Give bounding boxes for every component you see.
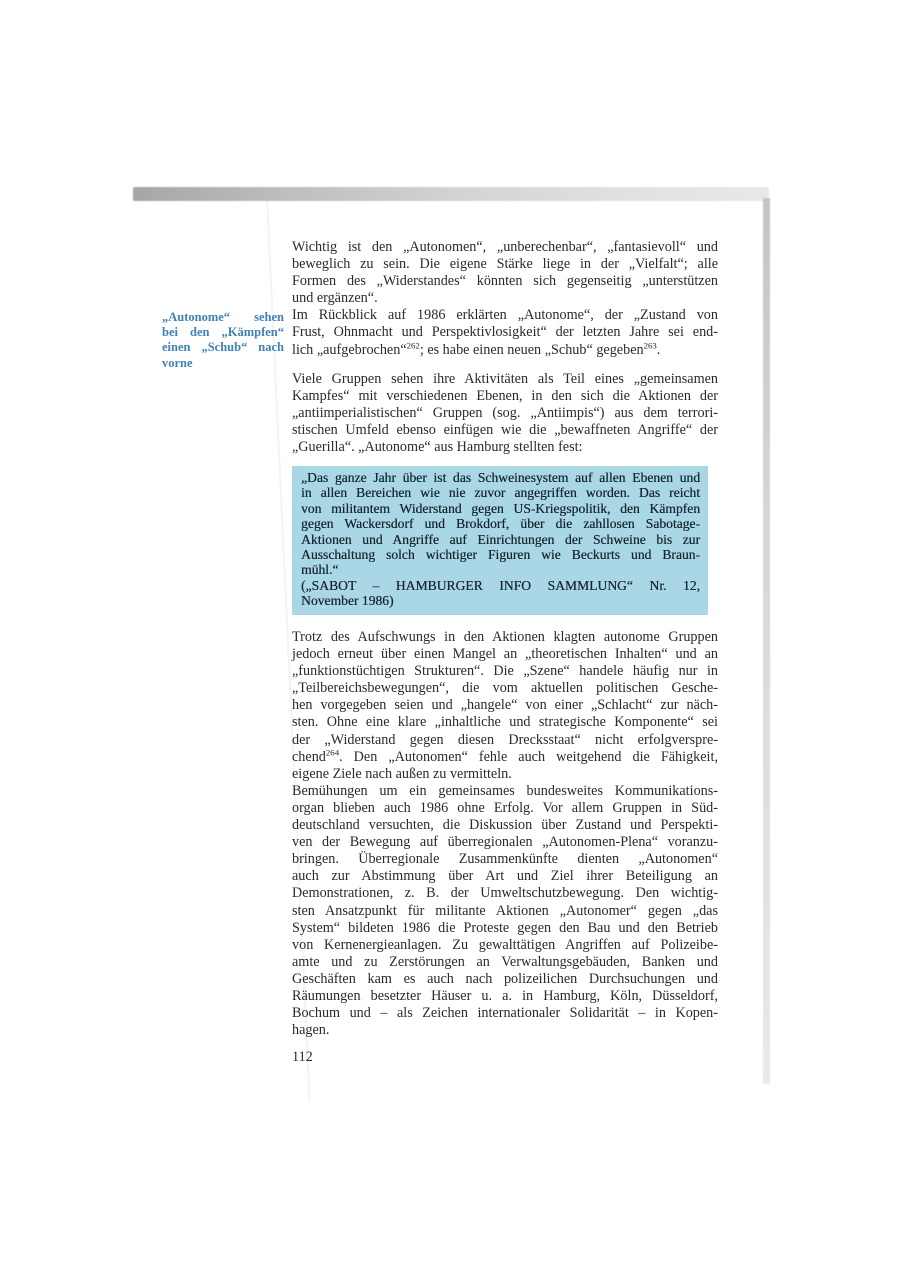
text-line: Aktionen und Angriffe auf Einrichtungen der Schweine bis zur (301, 531, 700, 547)
text-line: in allen Bereichen wie nie zuvor angegriffen worden. Das reicht (301, 485, 700, 501)
body-text-block (292, 239, 718, 359)
paragraph (292, 783, 718, 1039)
text-line: sten. Ohne eine klare „inhaltliche und strategische Komponente“ sei (292, 714, 718, 731)
text-line: vorne (162, 355, 193, 370)
text-line: „funktionstüchtigen Strukturen“. Die „Szene“ handele häufig nur in (292, 663, 718, 680)
text-line: bei den „Kämpfen“ (162, 325, 284, 340)
text-line: Trotz des Aufschwungs in den Aktionen klagten autonome Gruppen (292, 629, 718, 645)
page-top-edge-shadow (133, 187, 769, 201)
text-line: sten Ansatzpunkt für militante Aktionen „Autonomer“ gegen „das (292, 902, 718, 919)
text-line: von militantem Widerstand gegen US-Kriegspolitik, den Kämpfen (301, 500, 700, 516)
text-line: ven der Bewegung auf überregionalen „Autonomen-Plena“ voranzu- (292, 834, 718, 851)
quote-text (301, 470, 700, 578)
text-line: „Das ganze Jahr über ist das Schweinesystem auf allen Ebenen und (301, 470, 700, 485)
page-right-edge-shadow (763, 198, 770, 1084)
text-line: organ blieben auch 1986 ohne Erfolg. Vor allem Gruppen in Süd- (292, 799, 718, 816)
text-line: November 1986) (301, 593, 394, 609)
text-line: hagen. (292, 1022, 330, 1039)
quote-attribution (301, 578, 700, 609)
text-line: gegen Wackersdorf und Brokdorf, über die zahllosen Sabotage- (301, 516, 700, 532)
text-line: deutschland versuchten, die Diskussion über Zustand und Perspekti- (292, 817, 718, 834)
footnote-marker: 263 (643, 339, 657, 350)
text-line: auch zur Abstimmung über Art und Ziel ihrer Beteiligung an (292, 868, 718, 885)
text-line: „Autonome“ sehen (162, 310, 284, 324)
paragraph (292, 307, 718, 358)
page-number: 112 (292, 1049, 313, 1065)
footnote-marker: 264 (325, 746, 340, 757)
paragraph (292, 371, 718, 456)
text-line: der „Widerstand gegen diesen Drecksstaat“ nicht erfolgverspre- (292, 731, 718, 748)
text-line: lich „aufgebrochen“$^{262}$; es habe einen neuen „Schub“ gegeben$^{263}$. (292, 339, 661, 358)
text-line: amte und zu Zerstörungen an Verwaltungsgebäuden, Banken und (292, 953, 718, 970)
text-line: Bochum und – als Zeichen internationaler Solidarität – in Kopen- (292, 1005, 718, 1022)
text-line: Räumungen besetzter Häuser u. a. in Hamburg, Köln, Düsseldorf, (292, 987, 718, 1004)
text-line: einen „Schub“ nach (162, 340, 284, 355)
text-line: mühl.“ (301, 562, 339, 578)
text-line: Viele Gruppen sehen ihre Aktivitäten als Teil eines „gemeinsamen (292, 371, 718, 387)
body-text-block (292, 371, 718, 456)
text-line: Kampfes“ mit verschiedenen Ebenen, in den sich die Aktionen der (292, 388, 718, 405)
text-line: („SABOT – HAMBURGER INFO SAMMLUNG“ Nr. 12, (301, 577, 700, 593)
text-line: Bemühungen um ein gemeinsames bundesweites Kommunikations- (292, 782, 718, 799)
highlighted-quote-block (292, 466, 708, 615)
text-line: und ergänzen“. (292, 290, 378, 307)
footnote-marker: 262 (406, 339, 420, 350)
text-line: Formen des „Widerstandes“ könnten sich gegenseitig „unterstützen (292, 273, 718, 290)
text-line: hen vorgegeben seien und „hangele“ von einer „Schlacht“ zur näch- (292, 697, 718, 714)
text-line: stischen Umfeld ebenso einfügen wie die „bewaffneten Angriffe“ der (292, 422, 718, 439)
text-line: „Guerilla“. „Autonome“ aus Hamburg stellten fest: (292, 439, 583, 456)
paragraph (292, 629, 718, 783)
text-line: Demonstrationen, z. B. der Umweltschutzbewegung. Den wichtig- (292, 885, 718, 902)
text-line: „Teilbereichsbewegungen“, die vom aktuellen politischen Gesche- (292, 680, 718, 697)
text-line: Wichtig ist den „Autonomen“, „unberechenbar“, „fantasievoll“ und (292, 239, 718, 255)
text-line: Ausschaltung solch wichtiger Figuren wie Beckurts und Braun- (301, 547, 700, 563)
paragraph (292, 239, 718, 307)
text-line: eigene Ziele nach außen zu vermitteln. (292, 765, 512, 782)
text-line: „antiimperialistischen“ Gruppen (sog. „Antiimpis“) aus dem terrori- (292, 405, 718, 422)
text-line: jedoch erneut über einen Mangel an „theoretischen Inhalten“ und an (292, 646, 718, 663)
text-line: Geschäften kam es auch nach polizeilichen Durchsuchungen und (292, 970, 718, 987)
text-line: System“ bildeten 1986 die Proteste gegen den Bau und den Betrieb (292, 919, 718, 936)
text-line: Frust, Ohnmacht und Perspektivlosigkeit“ der letzten Jahre sei end- (292, 324, 718, 341)
text-line: bringen. Überregionale Zusammenkünfte dienten „Autonomen“ (292, 851, 718, 868)
text-line: von Kernenergieanlagen. Zu gewalttätigen Angriffen auf Polizeibe- (292, 936, 718, 953)
text-line: Im Rückblick auf 1986 erklärten „Autonome“, der „Zustand von (292, 307, 718, 324)
margin-note (162, 310, 284, 371)
body-text-block (292, 629, 718, 1039)
text-line: chend$^{264}$. Den „Autonomen“ fehle auch weitgehend die Fähigkeit, (292, 746, 718, 765)
text-line: beweglich zu sein. Die eigene Stärke liege in der „Vielfalt“; alle (292, 256, 718, 273)
